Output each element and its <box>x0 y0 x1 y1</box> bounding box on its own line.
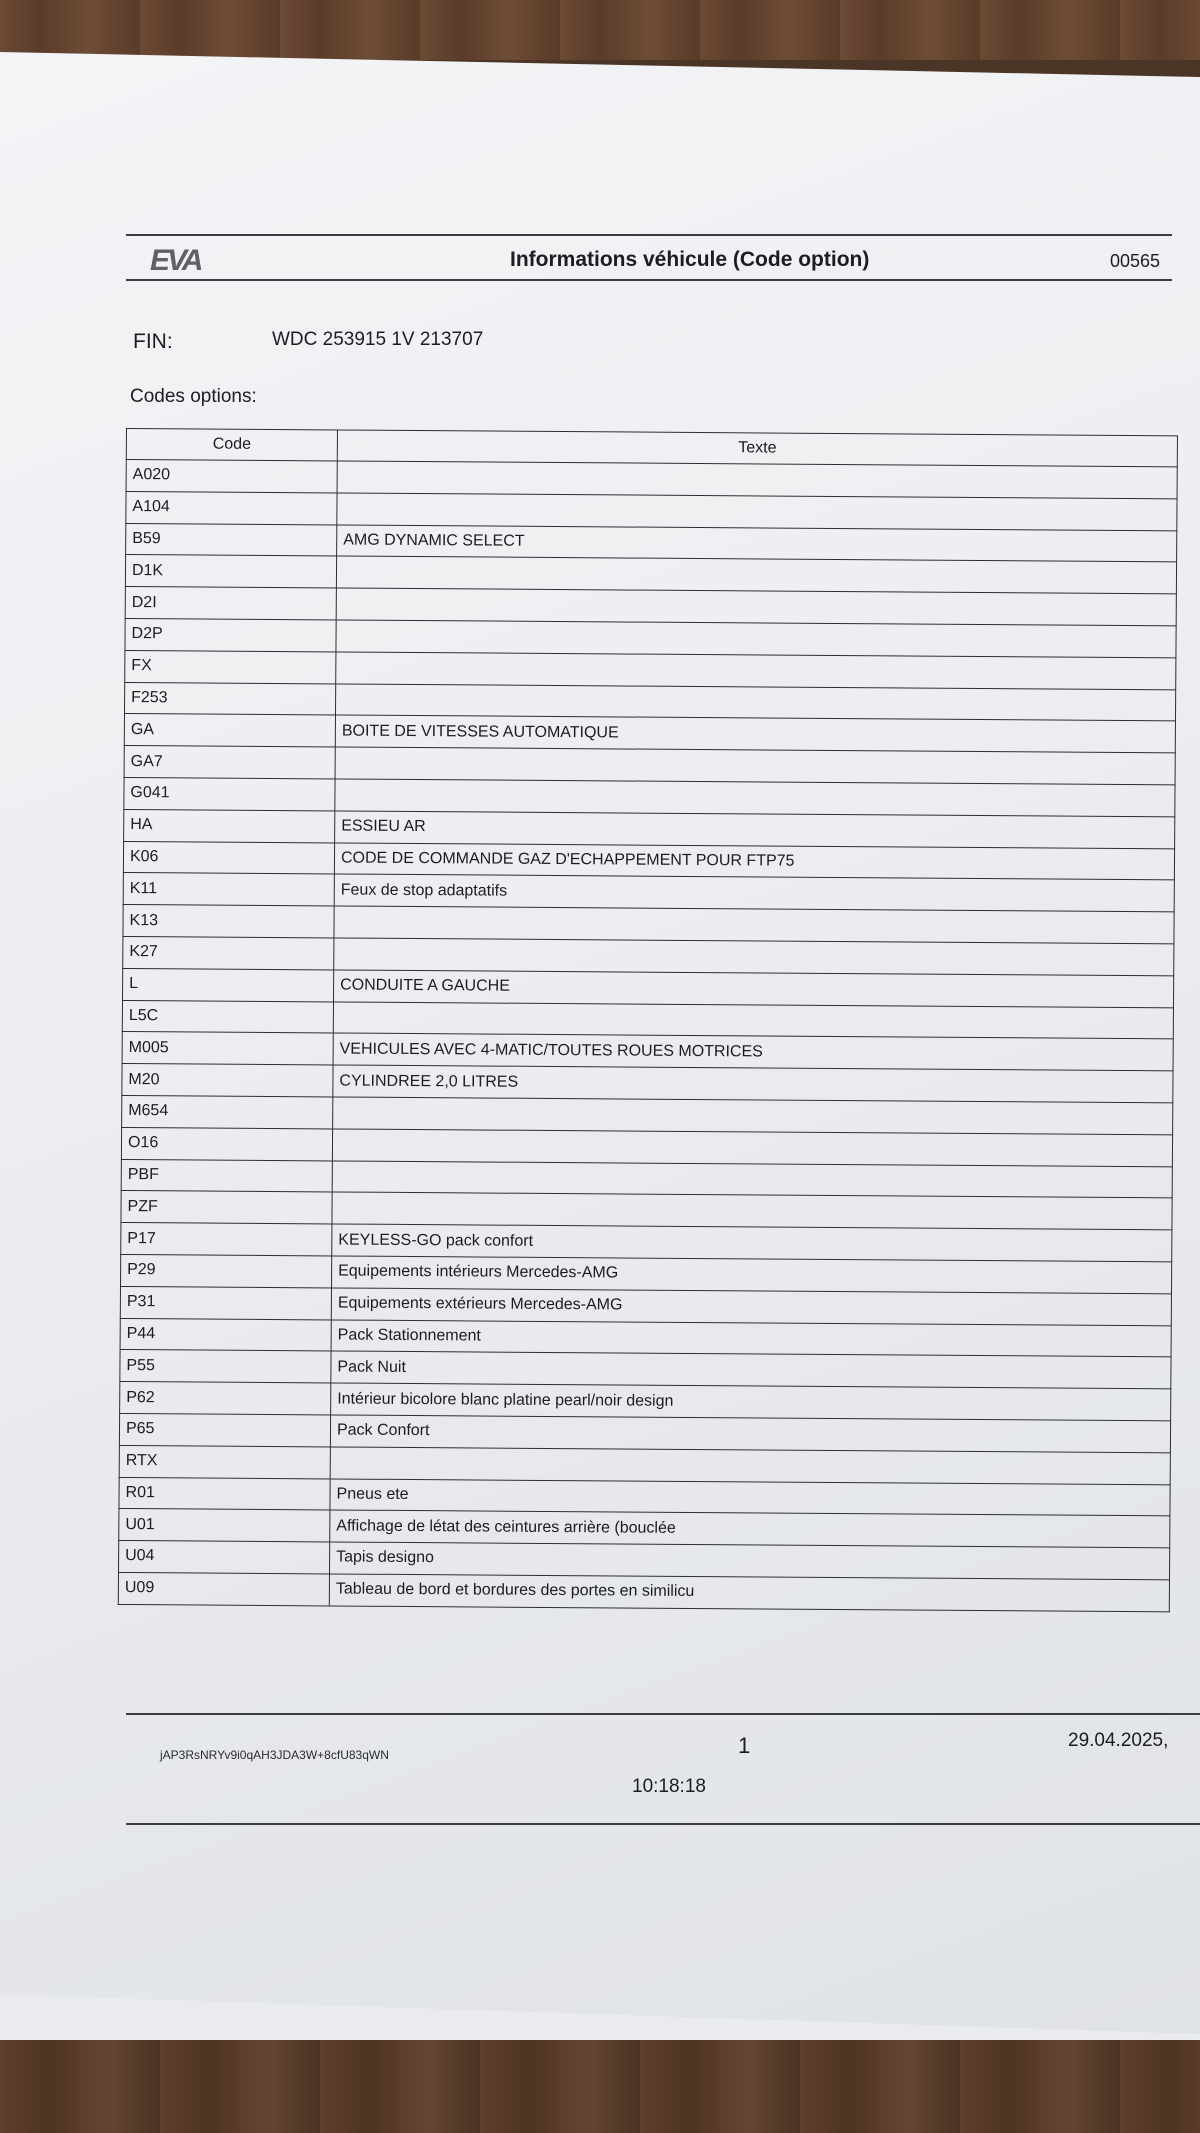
option-code-cell: M005 <box>122 1032 333 1065</box>
option-code-cell: K13 <box>123 905 334 938</box>
option-code-cell: PZF <box>121 1191 332 1224</box>
option-text-cell: Affichage de létat des ceintures arrière (bouclée <box>330 1510 1170 1548</box>
page-number: 1 <box>738 1733 751 1758</box>
option-text-cell: ESSIEU AR <box>335 811 1175 849</box>
option-code-cell: M20 <box>122 1064 333 1097</box>
option-code-cell: P55 <box>120 1350 331 1383</box>
option-code-cell: P31 <box>120 1286 331 1319</box>
codes-options-label: Codes options: <box>130 386 257 407</box>
option-code-cell: P29 <box>121 1254 332 1287</box>
option-code-cell: R01 <box>119 1477 330 1510</box>
header-top-rule <box>126 234 1172 236</box>
print-time: 10:18:18 <box>632 1776 706 1797</box>
footer-hash-code: jAP3RsNRYv9i0qAH3JDA3W+8cfU83qWN <box>160 1748 389 1762</box>
option-code-cell: P44 <box>120 1318 331 1351</box>
option-code-cell: A020 <box>126 460 337 493</box>
table-row <box>118 1572 1169 1611</box>
option-code-cell: P65 <box>119 1413 330 1446</box>
option-code-cell: B59 <box>126 523 337 556</box>
option-text-cell: CONDUITE A GAUCHE <box>334 970 1174 1008</box>
option-text-cell: CYLINDREE 2,0 LITRES <box>333 1065 1173 1103</box>
option-text-cell: BOITE DE VITESSES AUTOMATIQUE <box>335 715 1175 753</box>
option-text-cell: Pack Nuit <box>331 1351 1171 1389</box>
option-code-cell: U04 <box>119 1541 330 1574</box>
option-code-cell: F253 <box>125 682 336 715</box>
option-code-cell: GA7 <box>124 746 335 779</box>
footer-top-rule <box>126 1713 1200 1715</box>
option-text-cell: AMG DYNAMIC SELECT <box>337 525 1177 563</box>
option-code-cell: FX <box>125 650 336 683</box>
option-code-cell: D2I <box>125 587 336 620</box>
fin-value: WDC 253915 1V 213707 <box>272 329 484 350</box>
header-bottom-rule <box>126 279 1172 281</box>
option-code-cell: HA <box>124 809 335 842</box>
option-text-cell: CODE DE COMMANDE GAZ D'ECHAPPEMENT POUR FTP75 <box>334 843 1174 881</box>
option-text-cell: Equipements intérieurs Mercedes-AMG <box>332 1256 1172 1294</box>
option-code-cell: RTX <box>119 1445 330 1478</box>
option-code-cell: P62 <box>120 1382 331 1415</box>
column-header-text: Texte <box>337 430 1177 467</box>
option-text-cell: VEHICULES AVEC 4-MATIC/TOUTES ROUES MOTRICES <box>333 1033 1173 1071</box>
option-code-cell: K27 <box>123 936 334 969</box>
option-text-cell: Pneus ete <box>330 1478 1170 1516</box>
option-code-cell: D1K <box>125 555 336 588</box>
option-text-cell: Feux de stop adaptatifs <box>334 874 1174 912</box>
option-code-cell: PBF <box>121 1159 332 1192</box>
option-text-cell: Equipements extérieurs Mercedes-AMG <box>331 1288 1171 1326</box>
column-header-code: Code <box>126 429 337 461</box>
option-text-cell: Pack Stationnement <box>331 1319 1171 1357</box>
option-code-cell: K06 <box>123 841 334 874</box>
option-codes-table <box>118 428 1178 1612</box>
option-code-cell: G041 <box>124 777 335 810</box>
document-number: 00565 <box>1110 251 1161 271</box>
option-text-cell: KEYLESS-GO pack confort <box>332 1224 1172 1262</box>
option-text-cell: Pack Confort <box>330 1415 1170 1453</box>
wood-surface-bottom <box>0 2040 1200 2133</box>
option-code-cell: K11 <box>123 873 334 906</box>
option-code-cell: L <box>123 968 334 1001</box>
print-date: 29.04.2025, <box>1068 1730 1169 1751</box>
option-code-cell: U09 <box>118 1572 329 1605</box>
option-code-cell: O16 <box>121 1127 332 1160</box>
footer-bottom-rule <box>126 1823 1200 1825</box>
option-code-cell: M654 <box>122 1095 333 1128</box>
option-text-cell: Intérieur bicolore blanc platine pearl/noir design <box>331 1383 1171 1421</box>
page-title: Informations véhicule (Code option) <box>510 248 870 271</box>
option-code-cell: D2P <box>125 618 336 651</box>
option-code-cell: L5C <box>122 1000 333 1033</box>
option-text-cell: Tableau de bord et bordures des portes en similicu <box>329 1574 1169 1612</box>
wood-surface-top <box>0 0 1200 60</box>
option-code-cell: U01 <box>119 1509 330 1542</box>
fin-label: FIN: <box>133 330 173 353</box>
option-code-cell: A104 <box>126 491 337 524</box>
option-text-cell: Tapis designo <box>330 1542 1170 1580</box>
eva-logo: EVA <box>150 244 201 277</box>
option-code-cell: GA <box>124 714 335 747</box>
option-code-cell: P17 <box>121 1223 332 1256</box>
